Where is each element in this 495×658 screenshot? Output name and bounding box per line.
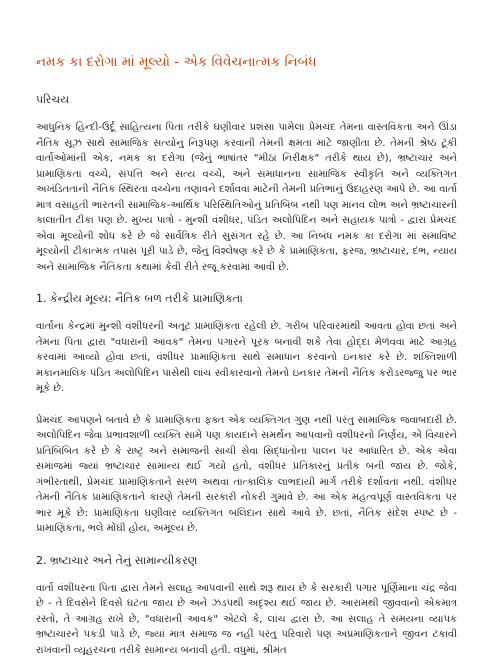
section-1-heading: 1. કેન્દ્રીય મૂલ્ય: નૈતિક બળ તરીકે પ્રામાણિકતા xyxy=(36,291,457,307)
intro-paragraph: આધુનિક હિન્દી-ઉર્દૂ સાહિત્યના પિતા તરીકે ઘણીવાર પ્રશંસા પામેલા પ્રેમચંદ તેમના વાસ્તવિકતા અને ઊંડા નૈતિક સૂઝ સાથે સામાજિક સત્યોનું નિરૂપણ કરવાની તેમની ક્ષમતા માટે જાણીતા છે. તેમની શ્રેષ્ઠ ટૂંકી વાર્તાઓમાંની એક, નમક કા દરોગા (જેનું ભાષાંતર "મીઠા નિરીક્ષક" તરીકે થાય છે), ભ્રષ્ટાચાર અને પ્રામાણિકતા વચ્ચે, સંપત્તિ અને સત્ય વચ્ચે, અને સમાધાનના સામાજિક સ્વીકૃતિ અને વ્યક્તિગત અખંડિતતાની નૈતિક સ્થિરતા વચ્ચેના તણાવને દર્શાવવા માટેની તેમની પ્રતિભાનું ઉદાહરણ આપે છે. આ વાર્તા માત્ર વસાહતી ભારતની સામાજિક-આર્થિક પરિસ્થિતિઓનું પ્રતિબિંબ નથી પણ માનવ લોભ અને ભ્રષ્ટાચારની કાલાતીત ટીકા પણ છે. મુખ્ય પાત્રો - મુન્શી વંશીધર, પંડિત અલોપિદિન અને સહાયક પાત્રો - દ્વારા પ્રેમચંદ એવા મૂલ્યોની શોધ કરે છે જે સાર્વત્રિક રીતે સુસંગત રહે છે. આ નિબંધ નમક કા દરોગા માં સમાવિષ્ટ મૂલ્યોની ટીકાત્મક તપાસ પૂરી પાડે છે, જેનું વિશ્લેષણ કરે છે કે પ્રામાણિકતા, ફરજ, ભ્રષ્ટાચાર, દંભ, ન્યાય અને સામાજિક નૈતિકતા કથામાં કેવી રીતે રજૂ કરવામાં આવી છે. xyxy=(36,120,457,275)
intro-heading: પરિચય xyxy=(36,92,457,108)
section-2-heading: 2. ભ્રષ્ટાચાર અને તેનું સામાન્યીકરણ xyxy=(36,553,457,569)
section-1-paragraph-1: વાર્તાના કેન્દ્રમાં મુન્શી વંશીધરની અતૂટ પ્રામાણિકતા રહેલી છે. ગરીબ પરિવારમાંથી આવતા હોવા છતાં અને તેમના પિતા દ્વારા "વધારાની આવક" તેમના પગારને પૂરક બનાવી શકે તેવા હોદ્દા મેળવવા માટે આગ્રહ કરવામાં આવ્યો હોવા છતાં, વંશીધર પ્રામાણિકતા સાથે સમાધાન કરવાનો ઇનકાર કરે છે. શક્તિશાળી મકાનમાલિક પંડિત અલોપિદિન પાસેથી લાંચ સ્વીકારવાનો તેમનો ઇનકાર તેમની નૈતિક કરોડરજ્જુ પર ભાર મૂકે છે. xyxy=(36,319,457,397)
section-2-paragraph-1: વાર્તા વંશીધરના પિતા દ્વારા તેમને સલાહ આપવાની સાથે શરૂ થાય છે કે સરકારી પગાર પૂર્ણિમાના ચંદ્ર જેવા છે - તે દિવસેને દિવસે ઘટતા જાય છે અને ઝડપથી અદૃશ્ય થઈ જાય છે. આરામથી જીવવાનો એકમાત્ર રસ્તો, તે આગ્રહ રાખે છે, "વધારાની આવક" એટલે કે, લાંચ દ્વારા છે. આ સલાહ તે સમયના વ્યાપક ભ્રષ્ટાચારને પકડી પાડે છે, જ્યાં માત્ર સમાજ જ નહીં પરંતુ પરિવારો પણ અપ્રમાણિકતાને જીવન ટકાવી રાખવાની વ્યૂહરચના તરીકે સામાન્ય બનાવી હતી. વધુમાં, શ્રીમંત xyxy=(36,581,457,658)
section-1-paragraph-2: પ્રેમચંદ આપણને બતાવે છે કે પ્રામાણિકતા ફક્ત એક વ્યક્તિગત ગુણ નથી પરંતુ સામાજિક જવાબદારી છે. અલોપિદિન જેવા પ્રભાવશાળી વ્યક્તિ સામે પણ કાયદાને સમર્થન આપવાનો વંશીધરનો નિર્ણય, એ વિચારને પ્રતિબિંબિત કરે છે કે રાષ્ટ્ર અને સમાજની સાચી સેવા સિદ્ધાંતોના પાલન પર આધારિત છે. એક એવા સમાજમાં જ્યાં ભ્રષ્ટાચાર સામાન્ય થઈ ગયો હતો, વંશીધર પ્રતિકારનું પ્રતીક બની જાય છે. જોકે, ગંભીરતાથી, પ્રેમચંદ પ્રામાણિકતાને સરળ અથવા તાત્કાલિક લાભદાયી માર્ગ તરીકે દર્શાવતા નથી. વંશીધર તેમની નૈતિક પ્રામાણિકતાને કારણે તેમની સરકારી નોકરી ગુમાવે છે. આ એક મહત્વપૂર્ણ વાસ્તવિકતા પર ભાર મૂકે છે: પ્રામાણિકતા ઘણીવાર વ્યક્તિગત બલિદાન સાથે આવે છે. છતાં, નૈતિક સંદેશ સ્પષ્ટ છે - પ્રામાણિકતા, ભલે મોંઘી હોય, અમૂલ્ય છે. xyxy=(36,413,457,537)
document-title: નમક કા દરોગા માં મૂલ્યો - એક વિવેચનાત્મક નિબંધ xyxy=(36,52,457,72)
